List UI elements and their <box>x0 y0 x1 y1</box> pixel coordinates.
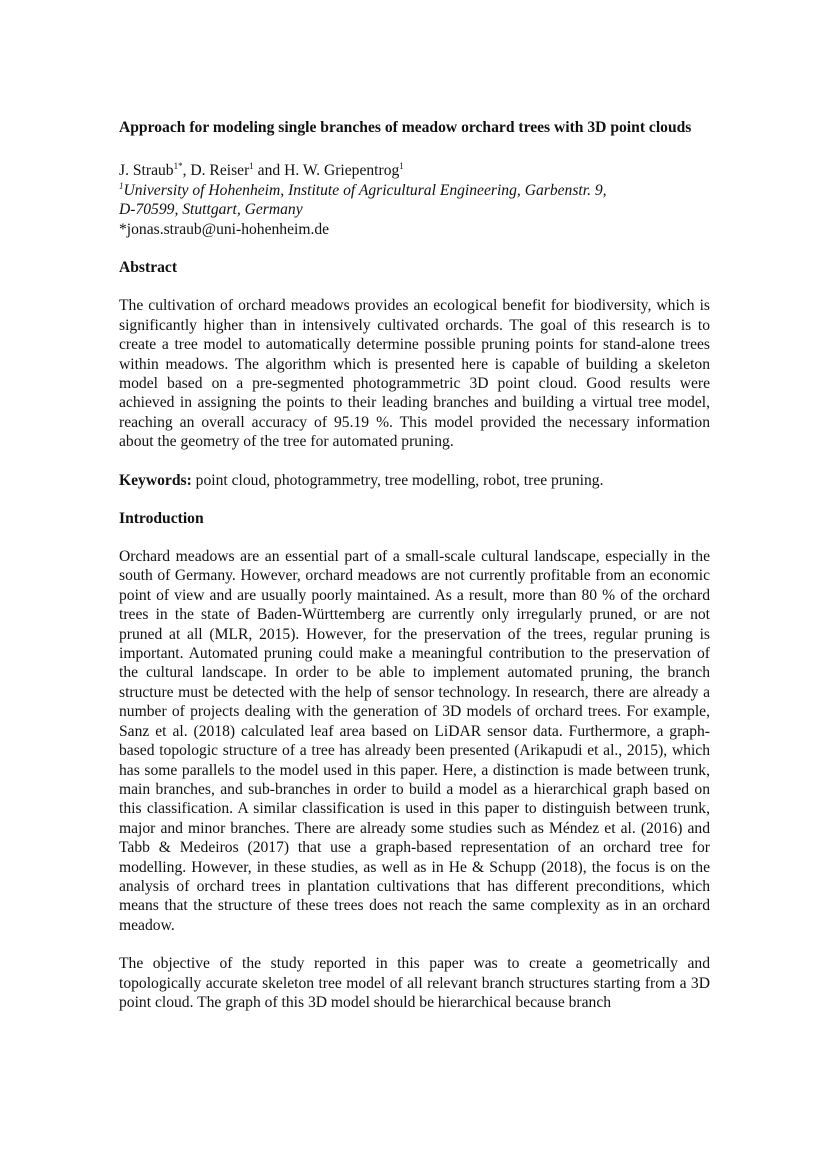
affiliation-mark: 1 <box>119 180 124 191</box>
author-name: D. Reiser <box>190 162 250 179</box>
author-mark: 1* <box>173 161 183 171</box>
author-email: *jonas.straub@uni-hohenheim.de <box>119 220 330 238</box>
abstract-text: The cultivation of orchard meadows provides an ecological benefit for biodiversity, which is significantly higher than in intensively cultivated orchards. The goal of this research is to create a tree model to automatically determine possible pruning points for stand-alone trees within meadows. The algorithm which is presented here is capable of building a skeleton model based on a pre-segmented photogrammetric 3D point cloud. Good results were achieved in assigning the points to their leading branches and building a virtual tree model, reaching an overall accuracy of 95.19 %. This model provided the necessary information about the geometry of the tree for automated pruning. <box>119 297 710 451</box>
abstract-heading: Abstract <box>119 259 178 277</box>
author-separator: , <box>182 162 191 179</box>
author-mark: 1 <box>399 161 404 171</box>
keywords-list: point cloud, photogrammetry, tree modelling, robot, tree pruning. <box>191 471 604 489</box>
author-name: H. W. Griepentrog <box>284 162 400 179</box>
author-line <box>119 161 710 181</box>
author-mark: 1 <box>249 161 254 171</box>
introduction-paragraph-2: The objective of the study reported in this paper was to create a geometrically and topologically accurate skeleton tree model of all relevant branch structures starting from a 3D point cloud. The graph of this 3D model should be hierarchical because branch <box>119 955 710 1011</box>
keywords-label: Keywords: <box>119 471 192 489</box>
keywords <box>119 471 710 490</box>
introduction-paragraph-1: Orchard meadows are an essential part of a small-scale cultural landscape, especially in the south of Germany. However, orchard meadows are not currently profitable from an economic point of view and are usually poorly maintained. As a result, more than 80 % of the orchard trees in the state of Baden-Württemberg are currently only irregularly pruned, or are not pruned at all (MLR, 2015). However, for the preservation of the trees, regular pruning is important. Automated pruning could make a meaningful contribution to the preservation of the cultural landscape. In order to be able to implement automated pruning, the branch structure must be detected with the help of sensor technology. In research, there are already a number of projects dealing with the generation of 3D models of orchard trees. For example, Sanz et al. (2018) calculated leaf area based on LiDAR sensor data. Furthermore, a graph-based topologic structure of a tree has already been presented (Arikapudi et al., 2015), which has some parallels to the model used in this paper. Here, a distinction is made between trunk, main branches, and sub-branches in order to build a model as a hierarchical graph based on this classification. A similar classification is used in this paper to distinguish between trunk, major and minor branches. There are already some studies such as Méndez et al. (2016) and Tabb & Medeiros (2017) that use a graph-based representation of an orchard tree for modelling. However, in these studies, as well as in He & Schupp (2018), the focus is on the analysis of orchard trees in plantation cultivations that has different preconditions, which means that the structure of these trees does not reach the same complexity as in an orchard meadow. <box>119 548 710 934</box>
affiliation-line: University of Hohenheim, Institute of Agricultural Engineering, Garbenstr. 9, <box>123 181 607 199</box>
paper-title: Approach for modeling single branches of meadow orchard trees with 3D point clouds <box>119 119 692 136</box>
affiliation-line: D-70599, Stuttgart, Germany <box>119 201 303 219</box>
author-name: J. Straub <box>119 162 174 179</box>
affiliation <box>119 181 710 201</box>
introduction-heading: Introduction <box>119 510 204 528</box>
paper-page <box>119 118 710 1031</box>
author-block <box>119 161 710 239</box>
author-separator: and <box>253 162 285 179</box>
